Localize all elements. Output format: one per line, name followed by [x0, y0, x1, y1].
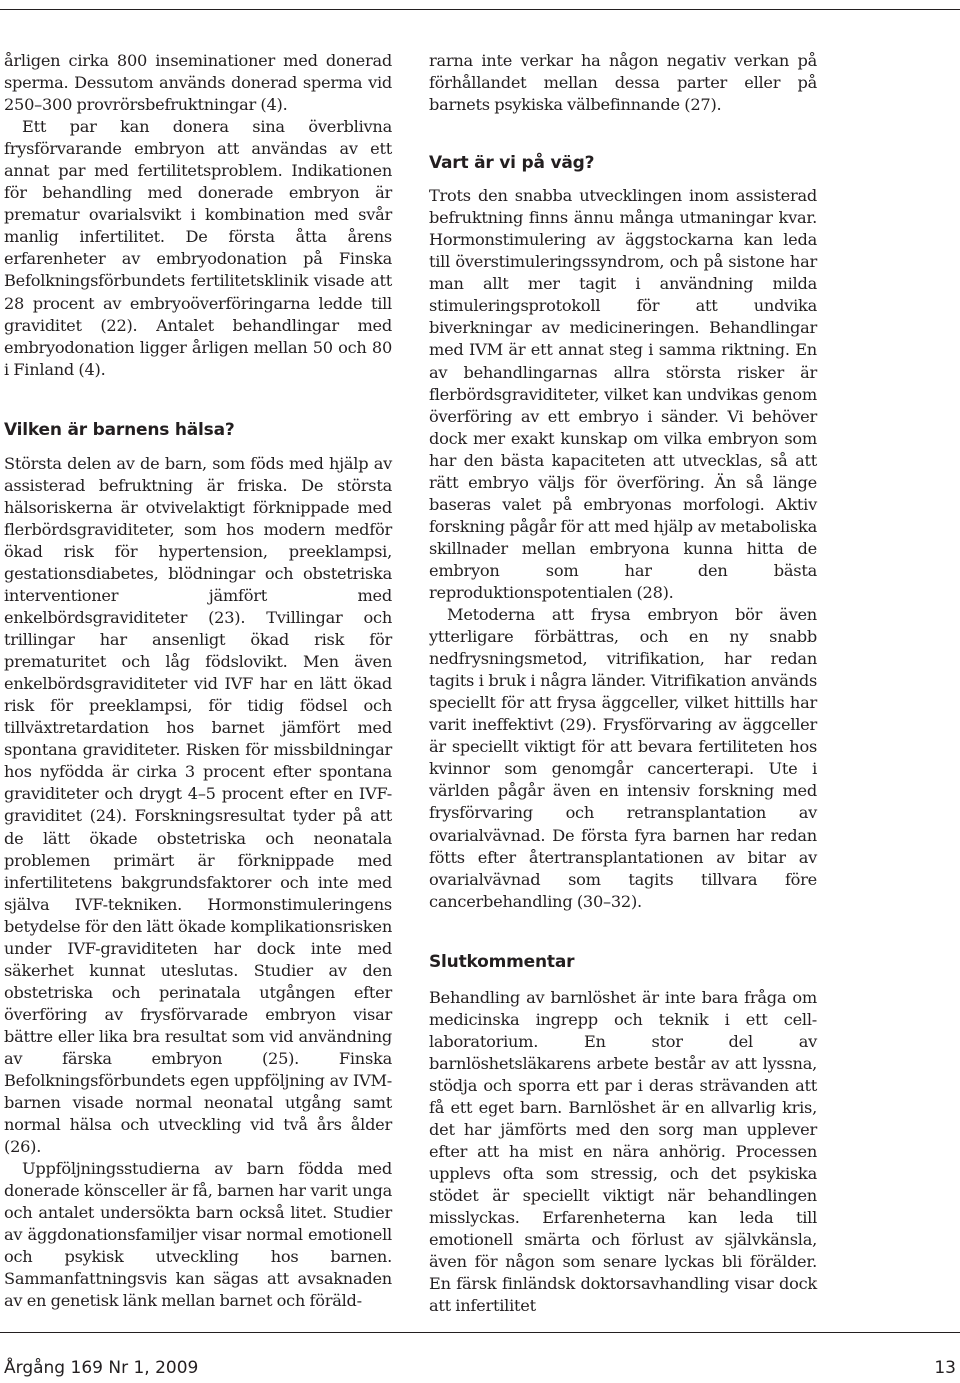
journal-issue: Årgång 169 Nr 1, 2009	[4, 1358, 199, 1378]
left-column	[4, 50, 392, 1313]
paragraph: Metoderna att frysa embryon bör även ytterligare förbättras, och en ny snabb nedfrysningsmetod, vitrifikation, har redan tagits i bruk i några länder. Vitrifikation används speciellt för att frysa äggceller, vilket hittills har varit ineffektivt (29). Frysförvaring av äggceller är speciellt viktigt för att bevara fertiliteten hos kvinnor som genomgår cancerterapi. Ute i världen pågår även en intensiv forskning med frysförvaring och retransplantation av ovarialvävnad. De första fyra barnen har redan fötts efter återtransplantationen av bitar av ovarialvävnad som tagits tillvara före cancerbehandling (30–32).	[429, 605, 817, 911]
section-heading: Vilken är barnens hälsa?	[4, 419, 235, 440]
paragraph: Behandling av barnlöshet är inte bara fråga om medicinska ingrepp och teknik i ett cell-laboratorium. En stor del av barnlöshetsläkarens arbete består av att lyssna, stödja och sporra ett par i deras strävanden att få ett eget barn. Barnlöshet är en allvarlig kris, det har jämförts med den sorg man upplever efter att ha mist en nära anhörig. Processen upplevs ofta som stressig, och det psykiska stödet är speciellt viktigt när behandlingen misslyckas. Erfarenheterna kan leda till emotionell smärta och förlust av självkänsla, även för någon som senare lyckas bli förälder. En färsk finländsk doktorsavhandling visar dock att infertilitet	[429, 987, 817, 1316]
paragraph: Uppföljningsstudierna av barn födda med donerade könsceller är få, barnen har varit unga och antalet undersökta barn också litet. Studier av äggdonationsfamiljer visar normal emotionell och psykisk utveckling hos barnen. Sammanfattningsvis kan sägas att avsaknaden av en genetisk länk mellan barnet och föräld-	[4, 1159, 392, 1311]
paragraph: Största delen av de barn, som föds med hjälp av assisterad befruktning är friska. De största hälsoriskerna är otvivelaktigt förknippade med flerbördsgraviditeter, som hos modern medför ökad risk för hypertension, preeklampsi, gestationsdiabetes, blödningar och obstetriska interventioner jämfört med enkelbördsgraviditeter (23). Tvillingar och trillingar har ansenligt ökad risk för prematuritet och låg födslovikt. Men även enkelbördsgraviditeter vid IVF har en lätt ökad risk för preeklampsi, för tidig födsel och tillväxtretardation hos barnet jämfört med spontana graviditeter. Risken för missbildningar hos nyfödda är cirka 3 procent efter spontana graviditeter och drygt 4–5 procent efter en IVF-graviditet (24). Forskningsresultat tyder på att de lätt ökade obstetriska och neonatala problemen primärt är förknippade med infertilitetens bakgrundsfaktorer och inte med själva IVF-tekniken. Hormonstimuleringens betydelse för den lätt ökade komplikationsrisken under IVF-graviditeten har dock inte med säkerhet kunnat uteslutas. Studier av den obstetriska och perinatala utgången efter överföring av frysförvarade embryon visar bättre eller lika bra resultat som vid användning av färska embryon (25). Finska Befolkningsförbundets egen uppföljning av IVM-barnen visade normal neonatal utgång samt normal hälsa och utveckling vid två års ålder (26).	[4, 453, 392, 1157]
section-heading: Vart är vi på väg?	[429, 153, 595, 174]
paragraph: årligen cirka 800 inseminationer med donerad sperma. Dessutom används donerad sperma vid 250–300 provrörsbefruktningar (4).	[4, 51, 392, 115]
right-column	[429, 50, 817, 1317]
paragraph: rarna inte verkar ha någon negativ verkan på förhållandet mellan dessa parter eller på barnets psykiska välbefinnande (27).	[429, 51, 817, 115]
section-heading: Slutkommentar	[429, 951, 575, 972]
paragraph: Trots den snabba utvecklingen inom assisterad befruktning finns ännu många utmaningar kvar. Hormonstimulering av äggstockarna kan leda till överstimuleringssyndrom, och på sistone har man allt mer tagit i användning milda stimuleringsprotokoll för att undvika biverkningar av medicineringen. Behandlingar med IVM är ett annat steg i samma riktning. En av behandlingarnas allra största risker är flerbördsgraviditeter, vilket kan undvikas genom överföring av ett embryo i sänder. Vi behöver dock mer exakt kunskap om vilka embryon som har den bästa kapaciteten att utvecklas, så att rätt embryo väljs för överföring. Än så länge baseras valet på embryonas morfologi. Aktiv forskning pågår för att med hjälp av metaboliska skillnader mellan embryona kunna hitta de embryon som har den bästa reproduktionspotentialen (28).	[429, 186, 817, 602]
paragraph: Ett par kan donera sina överblivna frysförvarande embryon att användas av ett annat par med fertilitetsproblem. Indikationen för behandling med donerade embryon är prematur ovarialsvikt i kombination med svår manlig infertilitet. De första åtta årens erfarenheter av embryodonation på Finska Befolkningsförbundets fertilitetsklinik visade att 28 procent av embryoöverföringarna ledde till graviditet (22). Antalet behandlingar med embryodonation ligger årligen mellan 50 och 80 i Finland (4).	[4, 117, 392, 379]
bottom-rule	[0, 1332, 960, 1333]
top-rule	[0, 9, 960, 10]
page-number: 13	[934, 1358, 956, 1378]
